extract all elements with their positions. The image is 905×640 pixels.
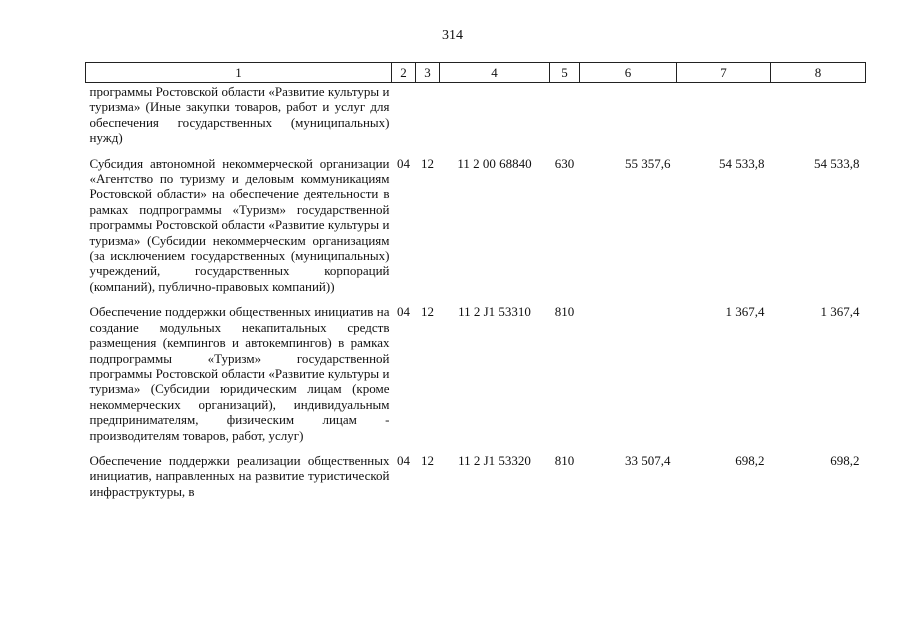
amount-col-7 (677, 83, 771, 156)
amount-col-6: 55 357,6 (625, 155, 671, 171)
section-code: 04 (397, 304, 410, 320)
row-description: Обеспечение поддержки общественных инициатив на создание модульных некапитальных средств размещения (кемпингов и автокемпингов) в рамках подпрограммы «Туризм» государственной программы Ростовской области «Развитие культуры и туризма» (Субсидии юридическим лицам (кроме некоммерческих организаций), индивидуальным предпринимателям, физическим лицам - производителям товаров, работ, услуг) (89, 304, 390, 443)
expense-type-code: 810 (554, 452, 575, 468)
page-number: 314 (442, 28, 463, 43)
amount-col-8: 698,2 (830, 452, 860, 468)
row-description: Субсидия автономной некоммерческой организации «Агентство по туризму и деловым коммуникациям Ростовской области» на обеспечение деятельности в рамках подпрограммы «Туризм» государственной программы Ростовской области «Развитие культуры и туризма» (Субсидии некоммерческим организациям (за исключением государственных (муниципальных) учреждений, государственных корпораций (компаний), публично-правовых компаний)) (89, 155, 390, 294)
expense-type-code: 810 (554, 304, 575, 320)
subsection-code: 12 (421, 452, 434, 468)
amount-col-6 (580, 304, 677, 453)
target-article-code: 11 2 00 68840 (457, 155, 532, 171)
target-article-code: 11 2 J1 53310 (458, 304, 531, 320)
table-row (86, 304, 866, 453)
row-description: программы Ростовской области «Развитие культуры и туризма» (Иные закупки товаров, работ и услуг для обеспечения государственных (муниципальных) нужд) (89, 84, 390, 146)
target-article-code (440, 83, 550, 156)
section-code (392, 83, 416, 156)
section-code: 04 (397, 155, 410, 171)
subsection-code (416, 83, 440, 156)
subsection-code: 12 (421, 304, 434, 320)
expense-type-code: 630 (554, 155, 575, 171)
budget-table (85, 62, 866, 501)
table-header-row (86, 63, 866, 83)
table-row (86, 453, 866, 501)
amount-col-8 (771, 83, 866, 156)
amount-col-7: 698,2 (735, 452, 765, 468)
column-header: 5 (550, 63, 580, 83)
amount-col-8: 54 533,8 (814, 155, 860, 171)
column-header: 6 (580, 63, 677, 83)
amount-col-6 (580, 83, 677, 156)
column-header: 7 (677, 63, 771, 83)
amount-col-7: 54 533,8 (719, 155, 765, 171)
target-article-code: 11 2 J1 53320 (458, 452, 531, 468)
column-header: 4 (440, 63, 550, 83)
expense-type-code (550, 83, 580, 156)
column-header: 8 (771, 63, 866, 83)
table-row (86, 83, 866, 156)
column-header: 3 (416, 63, 440, 83)
section-code: 04 (397, 452, 410, 468)
amount-col-7: 1 367,4 (725, 304, 765, 320)
table-row (86, 156, 866, 305)
column-header: 2 (392, 63, 416, 83)
subsection-code: 12 (421, 155, 434, 171)
amount-col-8: 1 367,4 (820, 304, 860, 320)
row-description: Обеспечение поддержки реализации общественных инициатив, направленных на развитие туристической инфраструктуры, в (89, 452, 390, 499)
amount-col-6: 33 507,4 (625, 452, 671, 468)
column-header: 1 (86, 63, 392, 83)
